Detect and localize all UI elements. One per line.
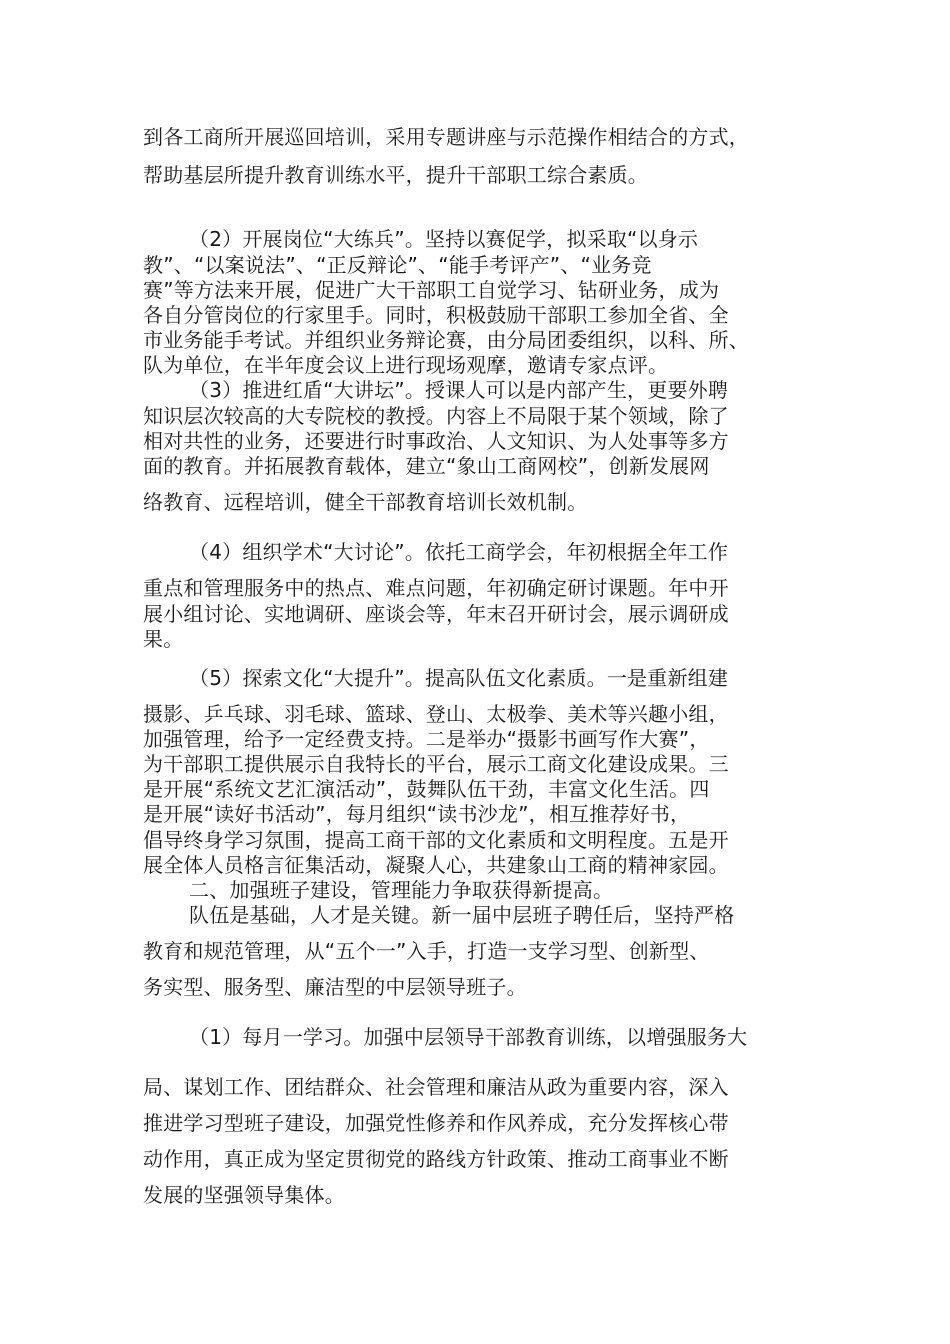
text-line: 推进学习型班子建设，加强党性修养和作风养成，充分发挥核心带	[143, 1111, 729, 1135]
text-line: 帮助基层所提升教育训练水平，提升干部职工综合素质。	[143, 163, 648, 187]
text-line: （1）每月一学习。加强中层领导干部教育训练，以增强服务大	[189, 1025, 748, 1049]
text-line: 教育和规范管理，从“五个一”入手，打造一支学习型、创新型、	[143, 939, 710, 963]
text-line: （2）开展岗位“大练兵”。坚持以赛促学，拟采取“以身示	[189, 227, 699, 251]
text-line: 发展的坚强领导集体。	[143, 1183, 345, 1207]
text-line: 是开展“读好书活动”，每月组织“读书沙龙”，相互推荐好书，	[143, 802, 691, 826]
text-line: 局、谋划工作、团结群众、社会管理和廉洁从政为重要内容，深入	[143, 1075, 729, 1099]
text-line: 展全体人员格言征集活动，凝聚人心，共建象山工商的精神家园。	[143, 853, 729, 877]
text-line: 务实型、服务型、廉洁型的中层领导班子。	[143, 975, 527, 999]
text-line: 展小组讨论、实地调研、座谈会等，年末召开研讨会，展示调研成	[143, 602, 729, 626]
text-line: 市业务能手考试。并组织业务辩论赛，由分局团委组织，以科、所、	[143, 328, 749, 352]
text-line: 到各工商所开展巡回培训，采用专题讲座与示范操作相结合的方式，	[143, 125, 749, 149]
text-line: 重点和管理服务中的热点、难点问题，年初确定研讨课题。年中开	[143, 576, 729, 600]
text-line: 摄影、乒乓球、羽毛球、篮球、登山、太极拳、美术等兴趣小组，	[143, 702, 729, 726]
text-line: 队为单位，在半年度会议上进行现场观摩，邀请专家点评。	[143, 353, 669, 377]
text-line: 加强管理，给予一定经费支持。二是举办“摄影书画写作大赛”，	[143, 727, 710, 751]
text-line: 教”、“以案说法”、“正反辩论”、“能手考评产”、“业务竞	[143, 253, 652, 277]
text-line: 面的教育。并拓展教育载体，建立“象山工商网校”，创新发展网	[143, 454, 710, 478]
text-line: （3）推进红盾“大讲坛”。授课人可以是内部产生，更要外聘	[189, 378, 729, 402]
text-line: （4）组织学术“大讨论”。依托工商学会，年初根据全年工作	[189, 540, 729, 564]
text-line: 赛”等方法来开展，促进广大干部职工自觉学习、钻研业务，成为	[143, 278, 720, 302]
text-line: （5）探索文化“大提升”。提高队伍文化素质。一是重新组建	[189, 666, 729, 690]
text-line: 为干部职工提供展示自我特长的平台，展示工商文化建设成果。三	[143, 752, 729, 776]
text-line: 果。	[143, 627, 184, 651]
text-line: 相对共性的业务，还要进行时事政治、人文知识、为人处事等多方	[143, 429, 729, 453]
text-line: 倡导终身学习氛围，提高工商干部的文化素质和文明程度。五是开	[143, 828, 729, 852]
text-line: 络教育、远程培训，健全干部教育培训长效机制。	[143, 490, 588, 514]
text-line: 是开展“系统文艺汇演活动”，鼓舞队伍干劲，丰富文化生活。四	[143, 777, 710, 801]
text-line: 各自分管岗位的行家里手。同时，积极鼓励干部职工参加全省、全	[143, 303, 729, 327]
text-line: 队伍是基础，人才是关键。新一届中层班子聘任后，坚持严格	[189, 903, 735, 927]
text-line: 动作用，真正成为坚定贯彻党的路线方针政策、推动工商事业不断	[143, 1147, 729, 1171]
text-line: 知识层次较高的大专院校的教授。内容上不局限于某个领域，除了	[143, 404, 729, 428]
section-heading: 二、加强班子建设，管理能力争取获得新提高。	[189, 878, 614, 902]
